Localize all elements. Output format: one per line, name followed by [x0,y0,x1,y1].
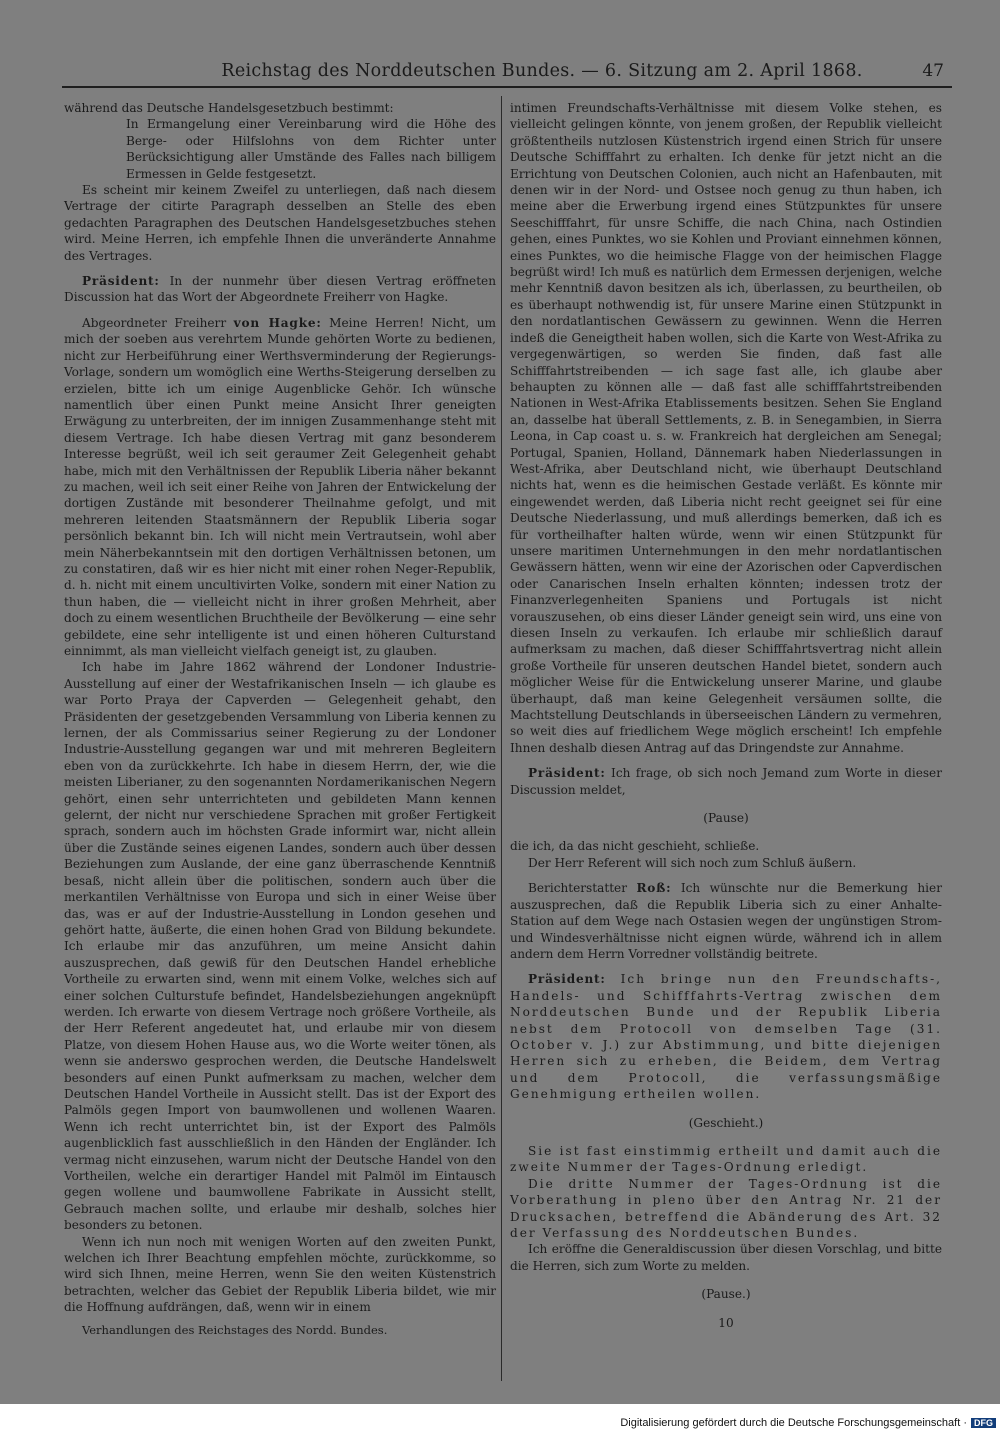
right-column [510,100,942,1343]
speaker-name: Präsident: [528,972,606,987]
paragraph: Ich habe im Jahre 1862 während der Londoner Industrie-Ausstellung auf einer der Westafrikanischen Inseln — ich glaube es war Porto Praya der Capverden — Gelegenheit gehabt, den Präsidenten der gesetzgebenden Versammlung von Liberia kennen zu lernen, der als Commissarius seiner Regierung zu der Londoner Industrie-Ausstellung gegangen war und mit mehreren Begleitern eben von da zurückkehrte. Ich habe in diesem Herrn, der, wie die meisten Liberianer, zu den sogenannten Nordamerikanischen Negern gehört, einen sehr unterrichteten und gebildeten Mann kennen gelernt, der nicht nur verschiedene Sprachen mit großer Fertigkeit sprach, sondern auch im höchsten Grade informirt war, nicht allein über die Zustände seines eigenen Landes, sondern auch über dessen Beziehungen zum Auslande, der eine ganz überraschende Kenntniß besaß, nicht allein über die politischen, sondern auch über die merkantilen Verhältnisse von Europa und sich in einer Weise über das, was er auf der Industrie-Ausstellung in London gesehen und gehört hatte, äußerte, die einen hohen Grad von Bildung bekundete. Ich erlaube mir das anzuführen, um meine Ansicht dahin auszusprechen, daß gewiß für den Deutschen Handel erhebliche Vortheile zu erwarten sind, wenn mit einem Volke, welches sich auf einer solchen Culturstufe befindet, Handelsbeziehungen angeknüpft werden. Ich erwarte von diesem Vertrage noch größere Vortheile, als der Herr Referent angedeutet hat, und erlaube mir von diesem Platze, von diesem Hohen Hause aus, wo die Worte weiter tönen, als wenn sie anderswo gesprochen werden, die Deutsche Handelswelt besonders auf einen Punkt aufmerksam zu machen, welcher dem Deutschen Handel Vortheile in Aussicht stellt. Das ist der Export des Palmöls gegen Import von baumwollenen und wollenen Waaren. Wenn ich recht unterrichtet bin, ist der Export des Palmöls augenblicklich fast ausschließlich in den Händen der Engländer. Ich vermag nicht einzusehen, warum nicht der Deutsche Handel von den Vortheilen, welche ein derartiger Handel mit Palmöl im Eintausch gegen wollene und baumwollene Fabrikate in Aussicht stellt, Gebrauch machen sollte, und erlaube mir deshalb, solches hier besonders zu betonen. [64,660,496,1233]
paragraph: während das Deutsche Handelsgesetzbuch bestimmt: [64,101,394,115]
speech-text: Ich frage, ob sich noch Jemand zum Worte in dieser Discussion meldet, [510,766,942,797]
speech-paragraph [510,971,942,1102]
paragraph: intimen Freundschafts-Verhältnisse mit diesem Volke stehen, es vielleicht gelingen könnte, von jenem großen, der Republik vielleicht größtentheils nutzlosen Küstenstrich irgend einen Strich für unsere Deutsche Schifffahrt zu erhalten. Ich denke für jetzt nicht an die Errichtung von Deutschen Colonien, auch nicht an Hafenbauten, mit denen wir in der Nord- und Ostsee noch genug zu thun haben, ich meine aber die Erwerbung irgend eines Stützpunktes für unsere Seeschifffahrt, für unsre Schiffe, die nach China, nach Ostindien gehen, eines Punktes, wo sie Kohlen und Proviant einnehmen können, eines Punktes, wo die heimische Flagge von der heimischen Flagge begrüßt wird! Ich muß es natürlich dem Ermessen derjenigen, welche mehr Kenntniß davon besitzen als ich, überlassen, zu beurtheilen, ob es überhaupt nothwendig ist, für unsere Marine einen Stützpunkt in den nordatlantischen Gewässern zu gewinnen. Wenn die Herren indeß die Geneigtheit haben wollen, sich die Karte von West-Afrika zu vergegenwärtigen, so werden Sie finden, daß fast alle Schifffahrtstreibenden — ich sage fast alle, ich glaube aber behaupten zu können alle — daß fast alle schifffahrtstreibenden Nationen in West-Afrika Etablissements besitzen. Sehen Sie England an, dasselbe hat überall Settlements, z. B. in Senegambien, in Sierra Leona, in Cap coast u. s. w. Frankreich hat dergleichen am Senegal; Portugal, Spanien, Holland, Dännemark haben Niederlassungen in West-Afrika, aber Deutschland nicht, wie überhaupt Deutschland nichts hat, wenn es die heimischen Gestade verläßt. Es könnte mir eingewendet werden, daß Liberia nicht recht geeignet sei für eine Deutsche Niederlassung, und muß allerdings bemerken, daß ich es für vortheilhafter halten würde, wenn wir einen Stützpunkt für unsere maritimen Unternehmungen in den mehr nordatlantischen Gewässern hätten, wenn wir eine der Azorischen oder Capverdischen oder Canarischen Inseln erhalten könnten; indessen trotz der Finanzverlegenheiten Spaniens und Portugals ist nicht vorauszusehen, ob eins dieser Länder geneigt sein wird, uns eine von diesen Inseln zu verkaufen. Ich erlaube mir schließlich darauf aufmerksam zu machen, daß dieser Schifffahrtsvertrag nicht allein große Vortheile für unseren deutschen Handel bietet, sondern auch möglicher Weise für die Entwickelung unserer Marine, und glaube überhaupt, daß man keine Gelegenheit versäumen sollte, die Machtstellung Deutschlands in überseeischen Ländern zu vermehren, so weit dies auf friedlichem Wege möglich erscheint! Ich empfehle Ihnen deshalb diesen Antrag auf das Dringendste zur Annahme. [510,101,942,755]
speaker-title: Abgeordneter Freiherr [82,315,234,330]
speaker-name: von Hagke: [233,315,322,330]
column-footer: Verhandlungen des Reichstages des Nordd. Bundes. [82,1322,388,1337]
speech-text: Ich wünschte nur die Bemerkung hier auszusprechen, daß die Republik Liberia sich zu einer Anhalte-Station auf dem Wege nach Ostasien wegen der ungünstigen Strom- und Windesverhältnisse nicht eignen würde, während ich in allem andern dem Herrn Vorredner vollständig beitrete. [510,881,942,961]
running-head: Reichstag des Norddeutschen Bundes. — 6. Sitzung am 2. April 1868. [221,61,863,81]
paragraph: Sie ist fast einstimmig ertheilt und damit auch die zweite Nummer der Tages-Ordnung erledigt. [510,1143,942,1175]
printer-signature: 10 [718,1315,734,1330]
column-divider [501,96,502,1381]
speech-text: Meine Herren! Nicht, um mich der soeben aus verehrtem Munde gehörten Worte zu bedienen, nicht zur Herbeiführung einer Werthsverminderung der Regierungs-Vorlage, sondern um womöglich eine Werths-Steigerung derselben zu erzielen, bitte ich um einige Augenblicke Gehör. Ich wünsche namentlich über einen Punkt meine Ansicht Ihrer geneigten Erwägung zu unterbreiten, der im innigen Zusammenhange steht mit diesem Vertrage. Ich habe diesen Vertrag mit ganz besonderem Interesse begrüßt, weil ich seit geraumer Zeit Gelegenheit gehabt habe, mich mit den Verhältnissen der Republik Liberia näher bekannt zu machen, weil ich seit einer Reihe von Jahren der Entwickelung der dortigen Zustände mit besonderer Theilnahme gefolgt, und mit mehreren leitenden Staatsmännern der Republik Liberia sogar persönlich bekannt bin. Ich will nicht mein Vertrautsein, wohl aber mein Näherbekanntsein mit den dortigen Verhältnissen betonen, um zu constatiren, daß wir es hier nicht mit einer rohen Neger-Republik, d. h. nicht mit einem uncultivirten Volke, sondern mit einer Nation zu thun haben, die — vielleicht nicht in ihrer großen Mehrheit, aber doch zu einem wesentlichen Bruchtheile der Bevölkerung — eine sehr gebildete, eine sehr intelligente ist und einen höheren Culturstand einnimmt, als man vielleicht vielfach geneigt ist, zu glauben. [64,315,497,658]
paragraph: Ich eröffne die Generaldiscussion über diesen Vorschlag, und bitte die Herren, sich zum Worte zu melden. [510,1242,942,1273]
stage-direction: (Pause) [703,811,749,826]
speech-paragraph [510,765,942,798]
digitization-credit [620,1417,996,1429]
stage-direction: (Geschieht.) [688,1115,764,1130]
speaker-name: Roß: [636,881,672,896]
paragraph: Der Herr Referent will sich noch zum Schluß äußern. [528,855,857,870]
speech-paragraph [510,880,942,962]
page-header [62,58,952,88]
speaker-title: Berichterstatter [528,881,637,896]
dfg-logo: DFG [971,1418,996,1428]
speaker-name: Präsident: [82,274,160,289]
speaker-name: Präsident: [528,766,606,781]
speech-paragraph [64,273,496,306]
header-rule [62,86,952,88]
speech-text: Ich bringe nun den Freundschafts-, Handels- und Schifffahrts-Vertrag zwischen dem Norddeutschen Bunde und der Republik Liberia nebst dem Protocoll von demselben Tage (31. October v. J.) zur Abstimmung, und bitte diejenigen Herren sich zu erheben, die Beidem, dem Vertrag und dem Protocoll, die verfassungsmäßige Genehmigung ertheilen wollen. [510,972,942,1102]
paragraph: Die dritte Nummer der Tages-Ordnung ist die Vorberathung in pleno über den Antrag Nr. 21 der Drucksachen, betreffend die Abänderung des Art. 32 der Verfassung des Norddeutschen Bundes. [510,1176,942,1240]
legal-quote: In Ermangelung einer Vereinbarung wird die Höhe des Berge- oder Hilfslohns von dem Richter unter Berücksichtigung aller Umstände des Falles nach billigem Ermessen in Gelde festgesetzt. [126,117,496,181]
speech-text: In der nunmehr über diesen Vertrag eröffneten Discussion hat das Wort der Abgeordnete Freiherr von Hagke. [64,274,496,305]
credit-text: Digitalisierung gefördert durch die Deutsche Forschungsgemeinschaft · [620,1417,967,1429]
paragraph: Es scheint mir keinem Zweifel zu unterliegen, daß nach diesem Vertrage der citirte Paragraph desselben an Stelle des eben gedachten Paragraphen des Deutschen Handelsgesetzbuches stehen wird. Meine Herren, ich empfehle Ihnen die unveränderte Annahme des Vertrages. [64,183,496,263]
left-column [64,100,496,1338]
speech-paragraph [64,315,496,660]
stage-direction: (Pause.) [701,1287,751,1302]
paragraph: die ich, da das nicht geschieht, schließe. [510,839,760,854]
page-number: 47 [922,61,944,81]
paragraph: Wenn ich nun noch mit wenigen Worten auf den zweiten Punkt, welchen ich Ihrer Beachtung empfehlen möchte, zurückkomme, so wird sich Ihnen, meine Herren, wenn Sie den weiten Küstenstrich betrachten, welcher das Gebiet der Republik Liberia bildet, wie mir die Hoffnung aufdrängen, daß, wenn wir in einem [64,1234,496,1315]
